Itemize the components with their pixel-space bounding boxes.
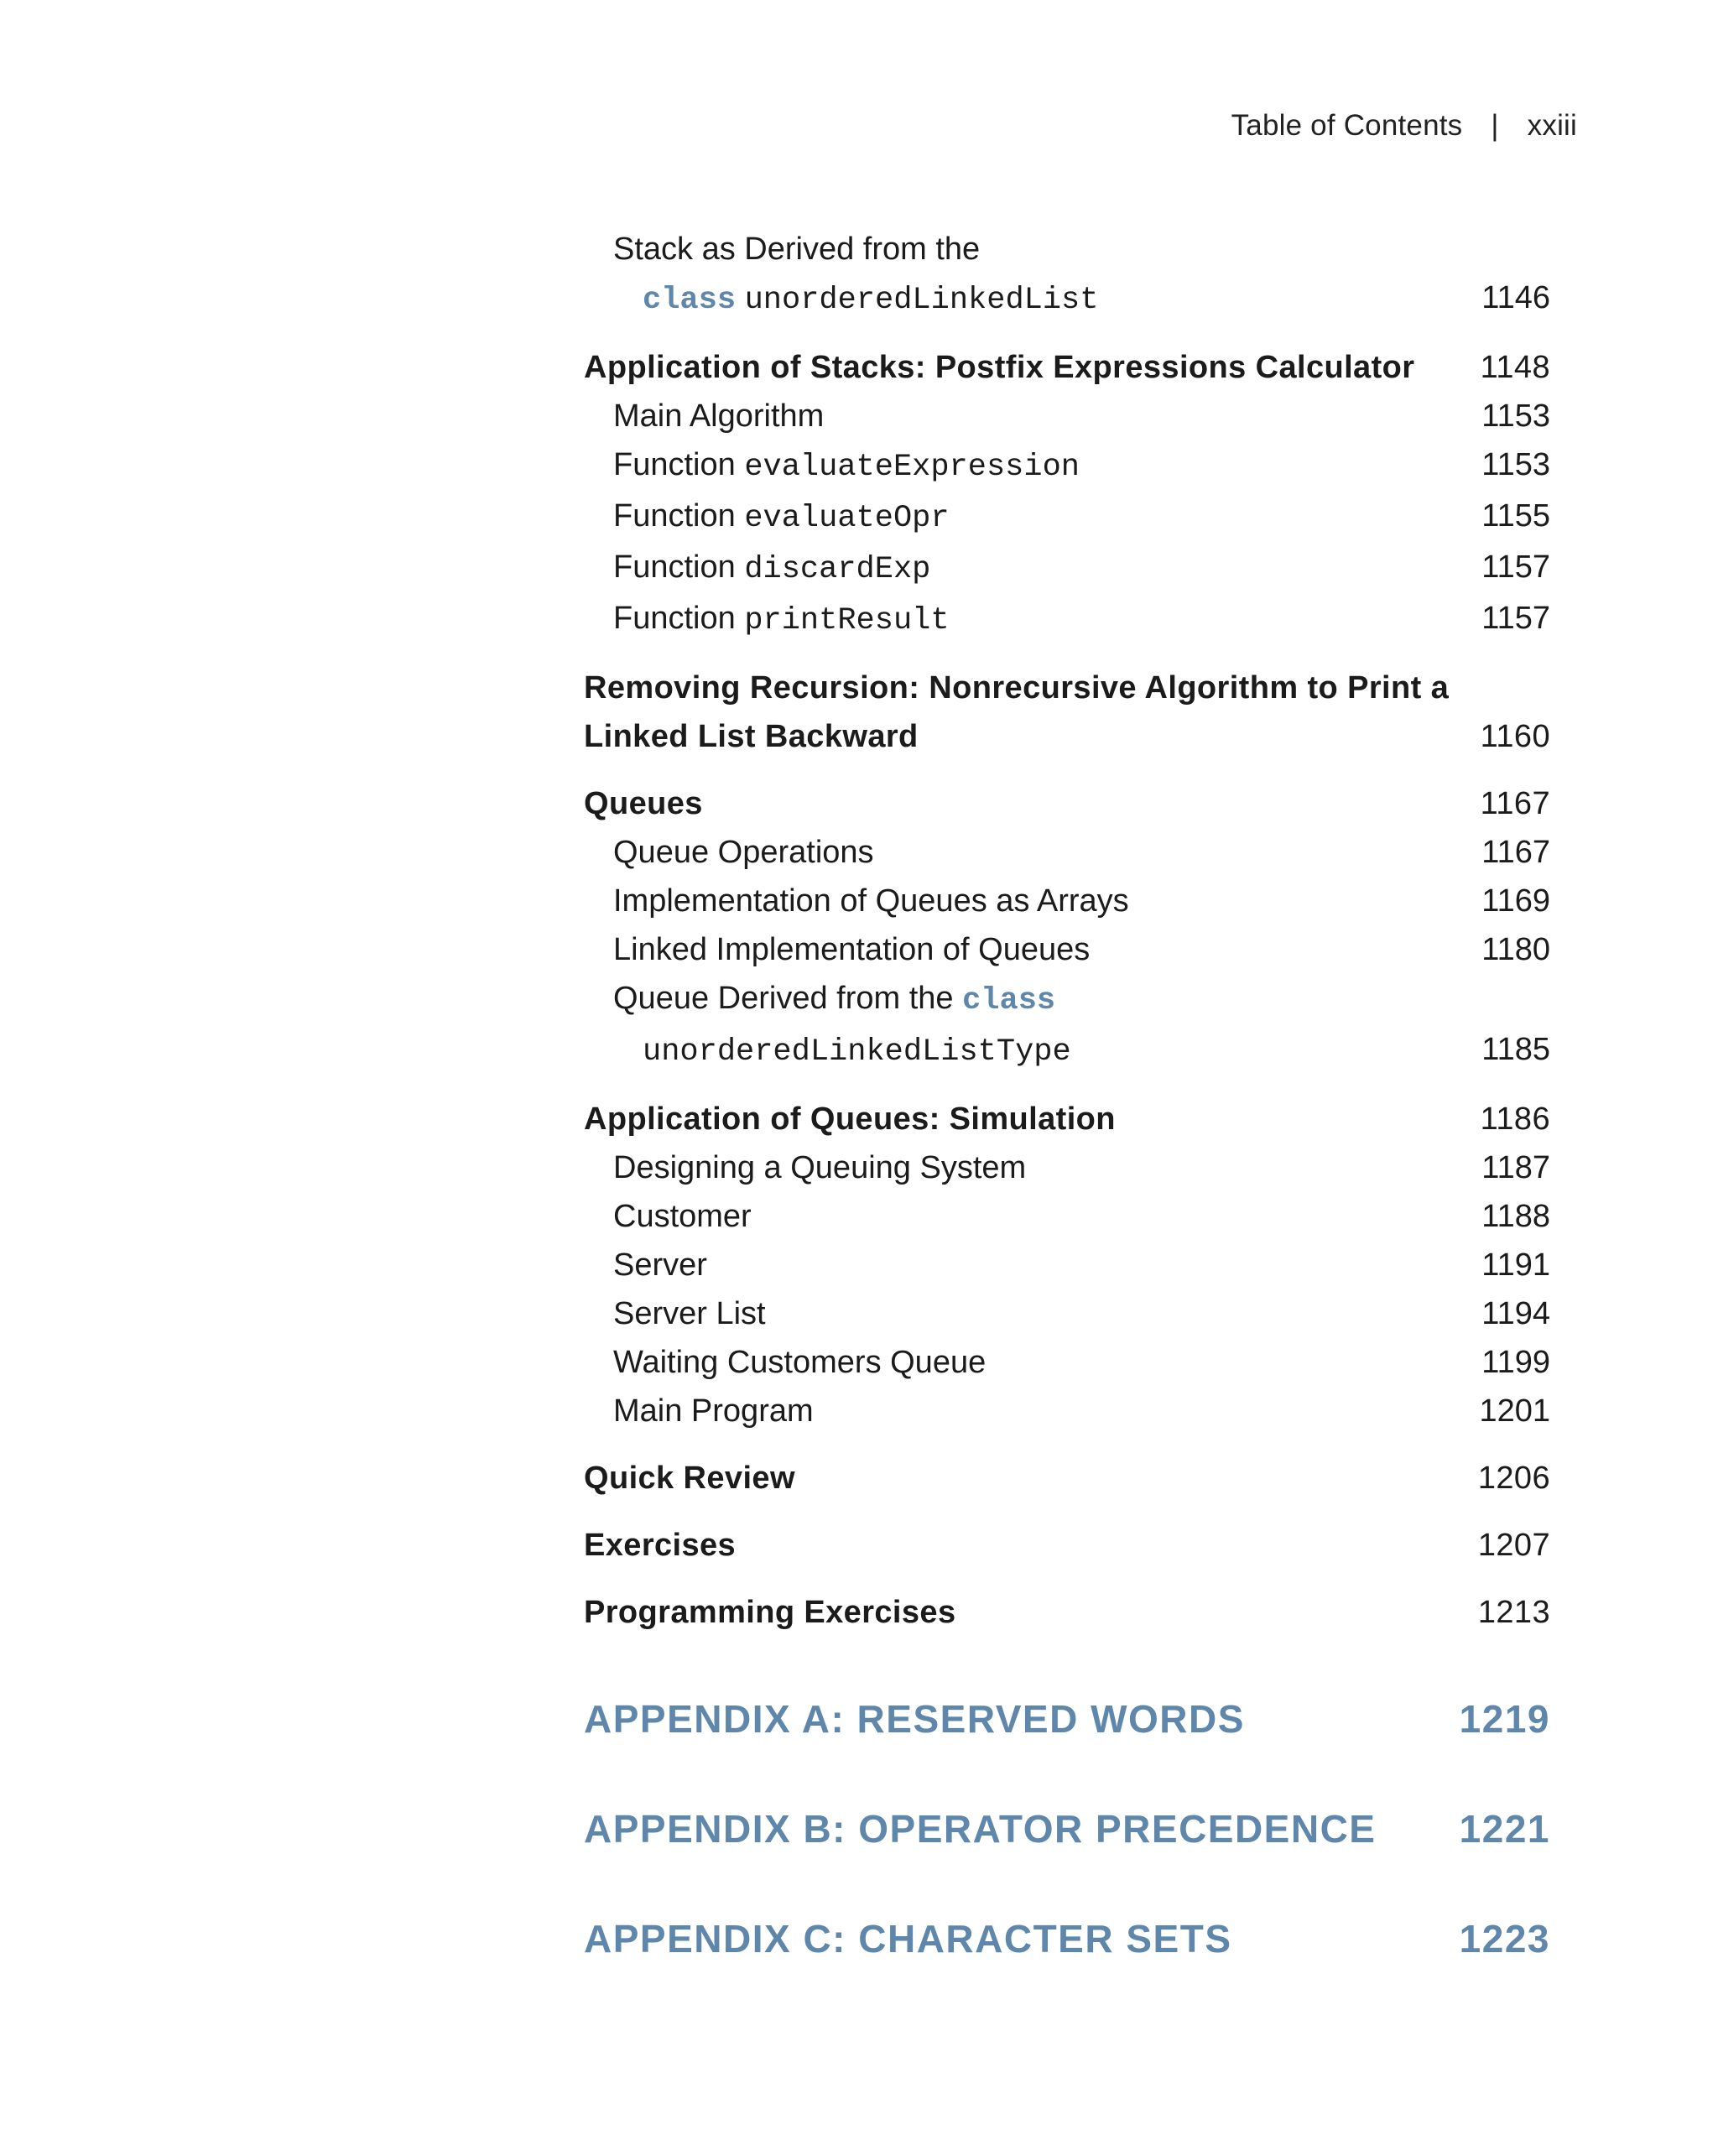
running-head-separator: | [1491,109,1499,142]
toc-page-number: 1169 [1481,883,1550,919]
code-keyword: class [643,283,737,318]
toc-entry[interactable] [584,1143,1550,1192]
running-head [1231,109,1577,143]
toc-page-number: 1153 [1481,398,1550,434]
appendix-title: APPENDIX C: CHARACTER SETS [584,1917,1232,1961]
toc-page-number: 1201 [1479,1393,1550,1429]
toc-section-exercises[interactable] [584,1521,1550,1570]
toc-section-quick-review[interactable] [584,1454,1550,1502]
toc-entry-text: Main Algorithm [613,398,825,434]
toc-page-number: 1185 [1481,1032,1550,1067]
toc-entry-text: Stack as Derived from the [613,232,981,267]
toc-entry-stack-derived-continued[interactable] [584,273,1550,325]
toc-entry-text: Waiting Customers Queue [613,1345,987,1380]
toc-page-number: 1167 [1481,835,1550,870]
toc-appendix-b[interactable] [584,1804,1550,1854]
toc-page-number: 1186 [1480,1101,1550,1137]
toc-appendix-a[interactable] [584,1694,1550,1744]
running-head-page-number: xxiii [1527,109,1577,142]
toc-entry-text: Server [613,1247,707,1283]
toc-entry-stack-derived[interactable] [584,225,1550,273]
toc-section-title: Quick Review [584,1461,795,1496]
toc-section-title: Application of Queues: Simulation [584,1101,1116,1137]
toc-entry[interactable] [584,392,1550,440]
toc-entry[interactable] [584,1192,1550,1241]
toc-page-number: 1187 [1481,1150,1550,1185]
toc-page-number: 1167 [1480,786,1550,821]
toc-entry[interactable] [584,1338,1550,1387]
toc-page-number: 1207 [1477,1528,1550,1563]
toc-entry[interactable] [584,543,1550,594]
toc-section-postfix-calculator[interactable] [584,343,1550,392]
toc-page-number: 1199 [1481,1345,1550,1380]
toc-page-number: 1153 [1481,447,1550,482]
toc-page-number: 1148 [1480,350,1550,385]
toc-entry[interactable] [584,1241,1550,1289]
toc-entry-queue-derived-continued[interactable] [584,1025,1550,1076]
toc-section-removing-recursion-continued[interactable] [584,712,1550,761]
toc-section-title: Application of Stacks: Postfix Expressions Calculator [584,350,1415,385]
toc-page-number: 1188 [1481,1199,1550,1234]
appendix-page-number: 1223 [1459,1917,1550,1961]
toc-entry-text: Function [613,601,736,636]
toc-page-number: 1213 [1477,1595,1550,1630]
toc-entry-text: Designing a Queuing System [613,1150,1027,1185]
toc-entry-text: Customer [613,1199,752,1234]
toc-entry-text: Linked Implementation of Queues [613,932,1091,967]
code-keyword: class [962,983,1056,1018]
toc-page-number: 1194 [1481,1296,1550,1331]
toc-entry[interactable] [584,925,1550,974]
appendix-title: APPENDIX A: RESERVED WORDS [584,1697,1245,1741]
toc-entry-text: Function [613,447,736,482]
toc-appendix-c[interactable] [584,1914,1550,1964]
toc-entry[interactable] [584,828,1550,877]
code-identifier: unorderedLinkedListType [643,1034,1071,1070]
toc-entry[interactable] [584,440,1550,492]
toc-entry[interactable] [584,1387,1550,1435]
toc-page-number: 1157 [1481,601,1550,636]
toc-entry[interactable] [584,1289,1550,1338]
toc-section-title: Programming Exercises [584,1595,956,1630]
toc-entry[interactable] [584,877,1550,925]
toc-entry-text: Server List [613,1296,766,1331]
toc-entry-text: Main Program [613,1393,814,1429]
appendix-page-number: 1221 [1459,1807,1550,1851]
toc-entry[interactable] [584,594,1550,645]
running-head-title: Table of Contents [1231,109,1463,142]
toc-entry-text: Function [613,549,736,585]
toc-page-number: 1155 [1481,498,1550,534]
table-of-contents [584,225,1550,1964]
toc-entry[interactable] [584,492,1550,543]
toc-page-number: 1191 [1481,1247,1550,1283]
toc-page-number: 1160 [1480,719,1550,754]
toc-page-number: 1180 [1481,932,1550,967]
toc-section-programming-exercises[interactable] [584,1588,1550,1637]
toc-entry-text: Queue Operations [613,835,874,870]
appendix-title: APPENDIX B: OPERATOR PRECEDENCE [584,1807,1377,1851]
code-identifier: discardExp [744,552,931,587]
toc-page-number: 1157 [1481,549,1550,585]
toc-entry-text: Queue Derived from the [613,981,954,1016]
toc-entry-text: Implementation of Queues as Arrays [613,883,1129,919]
toc-section-simulation[interactable] [584,1095,1550,1143]
code-identifier: printResult [744,603,950,638]
toc-page-number: 1146 [1481,280,1550,315]
code-identifier: evaluateExpression [744,450,1080,485]
toc-page-number: 1206 [1477,1461,1550,1496]
toc-entry-queue-derived[interactable] [584,974,1550,1025]
toc-entry-text: Function [613,498,736,534]
appendix-page-number: 1219 [1459,1697,1550,1741]
code-identifier: evaluateOpr [744,501,950,536]
toc-section-queues[interactable] [584,779,1550,828]
toc-section-title: Linked List Backward [584,719,919,754]
toc-section-removing-recursion[interactable] [584,664,1550,712]
toc-section-title: Exercises [584,1528,737,1563]
code-identifier: unorderedLinkedList [744,283,1099,318]
toc-section-title: Queues [584,786,703,821]
toc-section-title: Removing Recursion: Nonrecursive Algorithm to Print a [584,670,1450,706]
